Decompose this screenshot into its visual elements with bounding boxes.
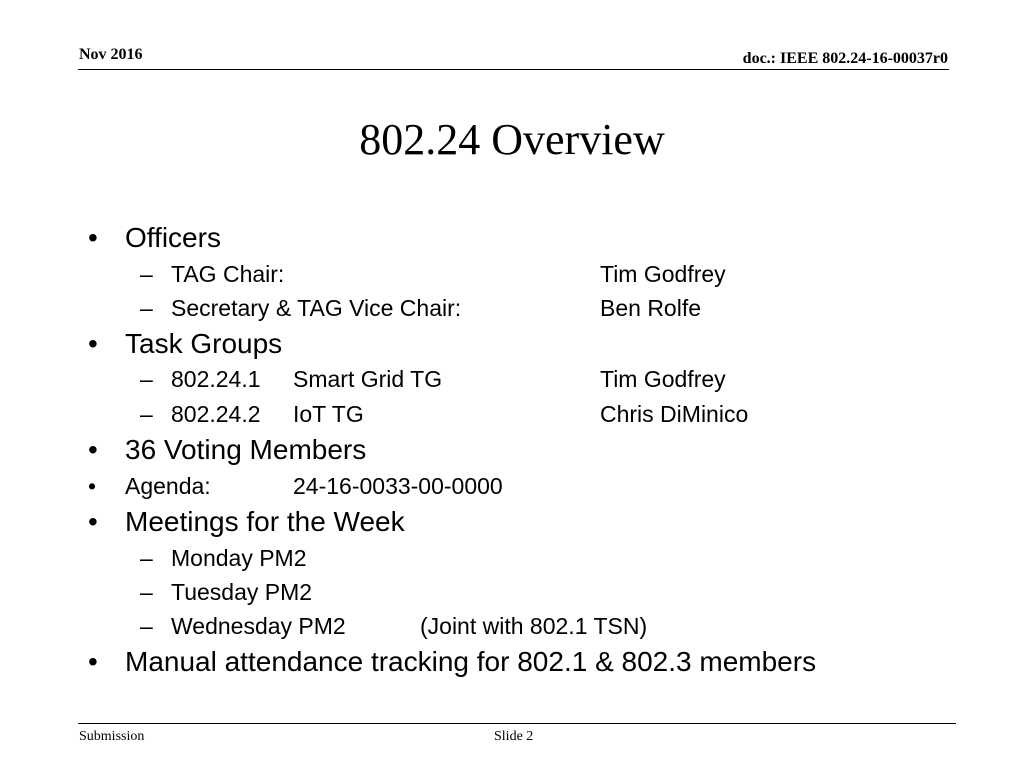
role-label: Secretary & TAG Vice Chair: bbox=[171, 295, 462, 321]
dash-marker: – bbox=[140, 366, 153, 392]
footer-divider bbox=[78, 723, 956, 724]
dash-marker: – bbox=[140, 545, 153, 571]
bullet-marker: • bbox=[88, 222, 98, 253]
bullet-text: Meetings for the Week bbox=[125, 506, 405, 537]
bullet-text: Task Groups bbox=[125, 328, 283, 359]
bullet-marker: • bbox=[88, 328, 98, 359]
dash-marker: – bbox=[140, 261, 153, 287]
person-name: Tim Godfrey bbox=[600, 366, 726, 392]
header-date: Nov 2016 bbox=[79, 46, 143, 63]
person-name: Chris DiMinico bbox=[600, 401, 749, 427]
meeting-note: (Joint with 802.1 TSN) bbox=[420, 613, 648, 639]
tg-name: IoT TG bbox=[293, 401, 364, 427]
agenda-doc: 24-16-0033-00-0000 bbox=[293, 473, 503, 499]
header-doc-id: doc.: IEEE 802.24-16-00037r0 bbox=[742, 50, 948, 67]
meeting-slot: Tuesday PM2 bbox=[171, 579, 313, 605]
tg-name: Smart Grid TG bbox=[293, 366, 443, 392]
dash-marker: – bbox=[140, 613, 153, 639]
slide-title: 802.24 Overview bbox=[359, 115, 665, 164]
bullet-text: Manual attendance tracking for 802.1 & 802.3 members bbox=[125, 646, 817, 677]
bullet-text: 36 Voting Members bbox=[125, 434, 367, 465]
person-name: Tim Godfrey bbox=[600, 261, 726, 287]
tg-number: 802.24.2 bbox=[171, 401, 261, 427]
bullet-marker: • bbox=[88, 646, 98, 677]
bullet-marker: • bbox=[88, 434, 98, 465]
dash-marker: – bbox=[140, 401, 153, 427]
bullet-marker: • bbox=[88, 506, 98, 537]
footer-slide-number: Slide 2 bbox=[494, 729, 534, 744]
header-divider bbox=[78, 69, 949, 70]
meeting-slot: Wednesday PM2 bbox=[171, 613, 346, 639]
bullet-text: Officers bbox=[125, 222, 221, 253]
tg-number: 802.24.1 bbox=[171, 366, 261, 392]
agenda-label: Agenda: bbox=[125, 473, 211, 499]
person-name: Ben Rolfe bbox=[600, 295, 702, 321]
dash-marker: – bbox=[140, 295, 153, 321]
role-label: TAG Chair: bbox=[171, 261, 285, 287]
bullet-marker: • bbox=[88, 473, 97, 499]
meeting-slot: Monday PM2 bbox=[171, 545, 307, 571]
footer-submission: Submission bbox=[79, 729, 145, 744]
dash-marker: – bbox=[140, 579, 153, 605]
